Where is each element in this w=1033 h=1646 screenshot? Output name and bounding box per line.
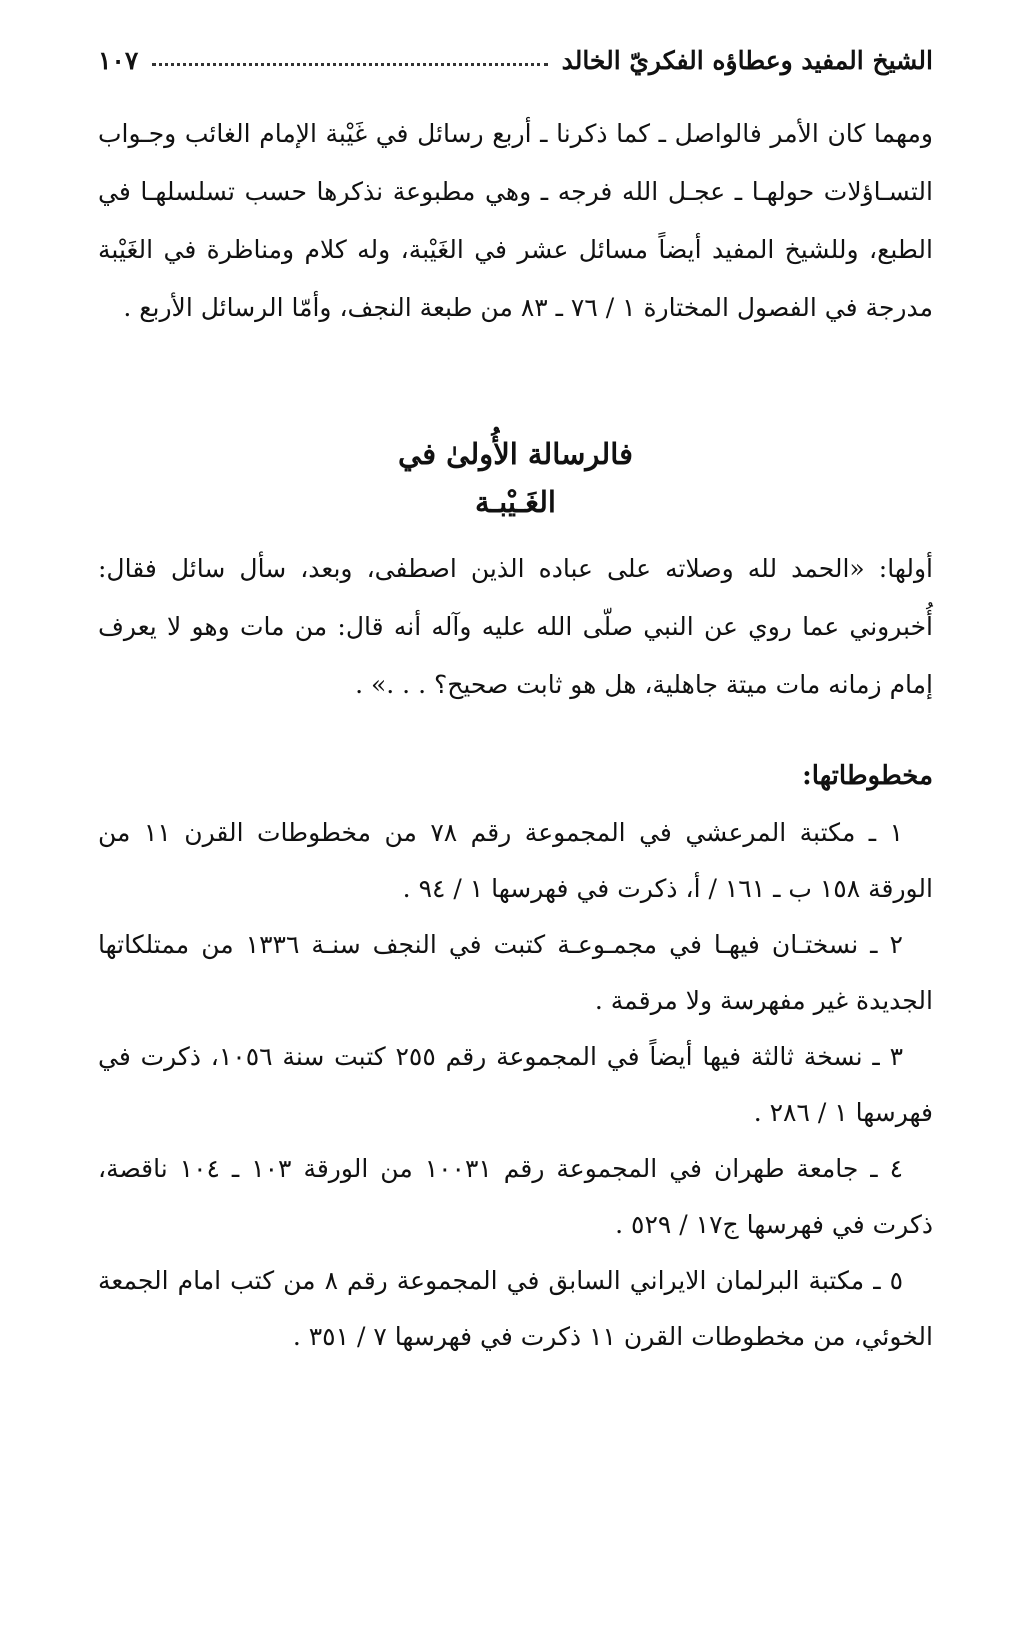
list-item: ٤ ـ جامعة طهران في المجموعة رقم ١٠٠٣١ من الورقة ١٠٣ ـ ١٠٤ ناقصة، ذكرت في فهرسها ج١٧ / ٥٢٩ . (98, 1154, 933, 1239)
manuscripts-title: مخطوطاتها: (802, 761, 933, 791)
list-item: ١ ـ مكتبة المرعشي في المجموعة رقم ٧٨ من مخطوطات القرن ١١ من الورقة ١٥٨ ب ـ ١٦١ / أ، ذكرت في فهرسها ١ / ٩٤ . (98, 818, 933, 903)
running-title: الشيخ المفيد وعطاؤه الفكريّ الخالد (561, 45, 933, 75)
manuscripts-list (98, 805, 933, 1365)
leader-dots (152, 63, 547, 66)
intro-paragraph: ومهما كان الأمر فالواصل ـ كما ذكرنا ـ أربع رسائل في غَيْبة الإمام الغائب وجـواب التسـاؤلات حولهـا ـ عجـل الله فرجه ـ وهي مطبوعة نذكرها حسب تسلسلهـا في الطبع، وللشيخ المفيد أيضاً مسائل عشر في الغَيْبة، وله كلام ومناظرة في الغَيْبة مدرجة في الفصول المختارة ١ / ٧٦ ـ ٨٣ من طبعة النجف، وأمّا الرسائل الأربع . (98, 119, 933, 322)
section-heading-line2: الغَـيْبـة (475, 485, 556, 519)
quote-paragraph: أولها: «الحمد لله وصلاته على عباده الذين اصطفى، وبعد، سأل سائل فقال: أُخبروني عما روي عن النبي صلّى الله عليه وآله أنه قال: من مات وهو لا يعرف إمام زمانه مات ميتة جاهلية، هل هو ثابت صحيح؟ . . .» . (98, 554, 934, 699)
list-item: ٣ ـ نسخة ثالثة فيها أيضاً في المجموعة رقم ٢٥٥ كتبت سنة ١٠٥٦، ذكرت في فهرسها ١ / ٢٨٦ . (98, 1042, 933, 1127)
running-header (98, 38, 933, 82)
section-heading-line1: فالرسالة الأُولىٰ في (398, 437, 633, 471)
list-item: ٥ ـ مكتبة البرلمان الايراني السابق في المجموعة رقم ٨ من كتب امام الجمعة الخوئي، من مخطوطات القرن ١١ ذكرت في فهرسها ٧ / ٣٥١ . (98, 1266, 933, 1351)
list-item: ٢ ـ نسختـان فيهـا في مجمـوعـة كتبت في النجف سنـة ١٣٣٦ من ممتلكاتها الجديدة غير مفهرسة ولا مرقمة . (98, 930, 933, 1015)
page-number: ١٠٧ (98, 45, 139, 75)
